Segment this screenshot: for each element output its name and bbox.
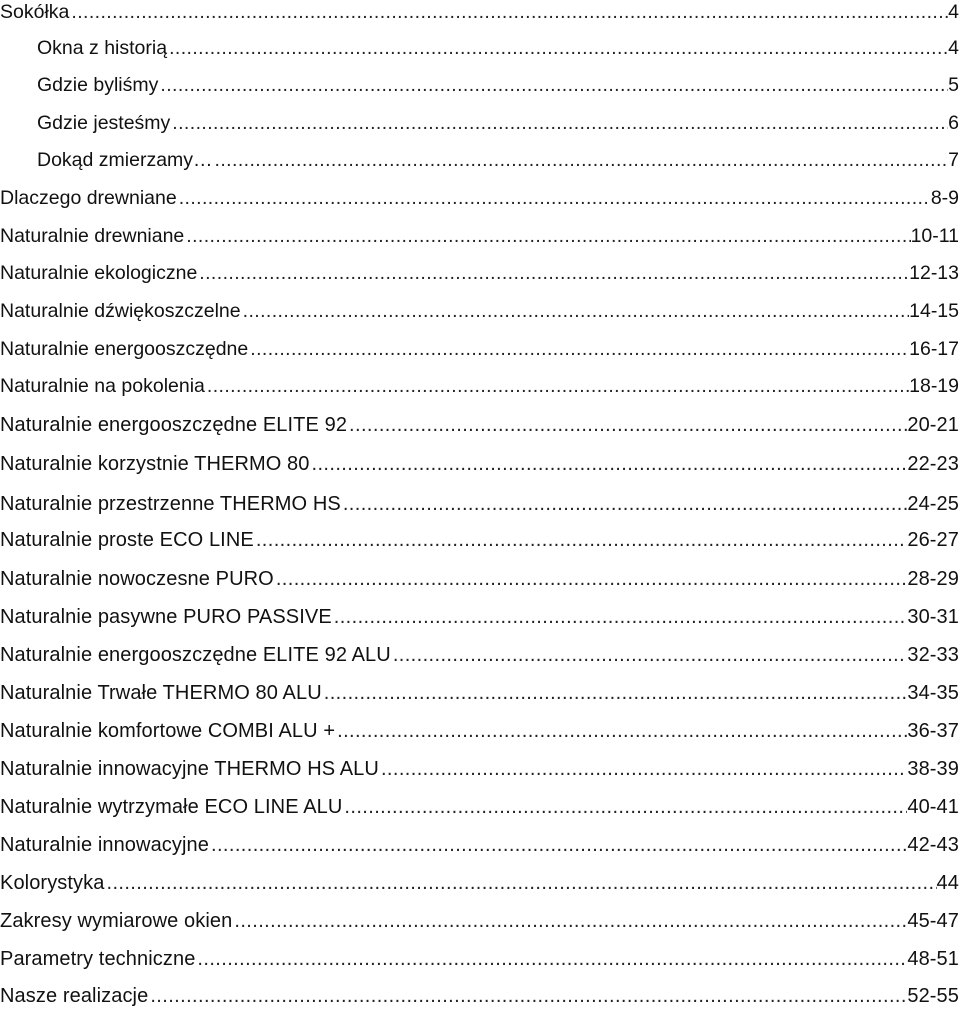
toc-entry-title: Naturalnie energooszczędne ELITE 92	[0, 414, 348, 436]
toc-entry-title: Naturalnie energooszczędne	[0, 338, 249, 360]
toc-entry-title: Naturalnie innowacyjne THERMO HS ALU	[0, 758, 379, 780]
toc-entry-page: 45-47	[907, 910, 959, 932]
toc-dot-leader	[167, 37, 948, 60]
toc-dot-leader	[274, 568, 908, 591]
toc-entry-title: Naturalnie na pokolenia	[0, 375, 205, 397]
toc-entry[interactable]	[0, 486, 960, 523]
toc-dot-leader	[184, 225, 910, 248]
toc-entry-title: Naturalnie przestrzenne THERMO HS	[0, 493, 341, 515]
toc-entry-title: Naturalnie innowacyjne	[0, 834, 209, 856]
toc-entry[interactable]	[0, 105, 960, 142]
toc-entry-page: 24-25	[907, 493, 959, 515]
toc-entry-title: Kolorystyka	[0, 872, 105, 894]
toc-dot-leader	[209, 834, 907, 857]
toc-entry[interactable]	[0, 218, 960, 255]
toc-entry-title: Naturalnie wytrzymałe ECO LINE ALU	[0, 796, 343, 818]
toc-dot-leader	[342, 796, 907, 819]
toc-entry-page: 8-9	[930, 187, 959, 209]
toc-entry-page: 40-41	[907, 796, 959, 818]
toc-entry-title: Gdzie byliśmy	[37, 74, 159, 96]
toc-entry-page: 36-37	[907, 720, 959, 742]
toc-entry-page: 4	[948, 1, 959, 23]
toc-entry[interactable]	[0, 331, 960, 368]
toc-entry-title: Naturalnie nowoczesne PURO	[0, 568, 274, 590]
toc-entry[interactable]	[0, 713, 960, 750]
toc-dot-leader	[195, 948, 907, 971]
toc-entry-page: 12-13	[909, 262, 959, 284]
toc-entry-title: Naturalnie komfortowe COMBI ALU +	[0, 720, 336, 742]
toc-entry[interactable]	[0, 865, 960, 902]
toc-entry[interactable]	[0, 180, 960, 217]
toc-entry-page: 38-39	[907, 758, 959, 780]
toc-entry[interactable]	[0, 407, 960, 444]
toc-entry-page: 44	[936, 872, 959, 894]
toc-entry-title: Naturalnie ekologiczne	[0, 262, 198, 284]
toc-entry-title: Naturalnie proste ECO LINE	[0, 529, 254, 551]
toc-entry-page: 48-51	[907, 948, 959, 970]
toc-entry-title: Parametry techniczne	[0, 948, 196, 970]
toc-entry[interactable]	[0, 561, 960, 598]
toc-entry-title: Naturalnie Trwałe THERMO 80 ALU	[0, 682, 322, 704]
toc-entry-page: 22-23	[907, 453, 959, 475]
toc-entry[interactable]	[0, 67, 960, 104]
toc-entry[interactable]	[0, 0, 960, 31]
toc-dot-leader	[347, 414, 907, 437]
toc-entry-page: 6	[948, 112, 959, 134]
toc-entry[interactable]	[0, 522, 960, 559]
toc-entry-title: Naturalnie drewniane	[0, 225, 185, 247]
toc-dot-leader	[170, 112, 948, 135]
toc-entry[interactable]	[0, 675, 960, 712]
toc-entry[interactable]	[0, 446, 960, 483]
toc-entry[interactable]	[0, 293, 960, 330]
toc-entry-page: 34-35	[907, 682, 959, 704]
toc-dot-leader	[335, 720, 907, 743]
toc-entry-title: Dokąd zmierzamy…	[37, 149, 213, 171]
toc-entry-page: 14-15	[909, 300, 959, 322]
toc-entry[interactable]	[0, 941, 960, 978]
toc-entry-page: 7	[948, 149, 959, 171]
toc-entry-page: 4	[948, 37, 959, 59]
toc-dot-leader	[379, 758, 907, 781]
toc-dot-leader	[197, 262, 909, 285]
toc-dot-leader	[213, 149, 949, 172]
toc-dot-leader	[310, 453, 908, 476]
toc-entry-title: Sokółka	[0, 1, 70, 23]
toc-entry-title: Dlaczego drewniane	[0, 187, 177, 209]
toc-dot-leader	[332, 606, 908, 629]
toc-dot-leader	[241, 300, 910, 323]
toc-entry-title: Okna z historią	[37, 37, 168, 59]
toc-entry-page: 52-55	[907, 985, 959, 1007]
toc-entry-title: Naturalnie energooszczędne ELITE 92 ALU	[0, 644, 391, 666]
toc-entry-page: 26-27	[907, 529, 959, 551]
toc-dot-leader	[248, 338, 909, 361]
toc-entry-page: 32-33	[907, 644, 959, 666]
toc-entry-page: 42-43	[907, 834, 959, 856]
toc-entry-title: Nasze realizacje	[0, 985, 149, 1007]
toc-entry-title: Naturalnie pasywne PURO PASSIVE	[0, 606, 332, 628]
toc-dot-leader	[205, 375, 909, 398]
toc-entry-page: 16-17	[909, 338, 959, 360]
toc-entry-title: Zakresy wymiarowe okien	[0, 910, 233, 932]
toc-entry-title: Naturalnie dźwiękoszczelne	[0, 300, 241, 322]
toc-entry-page: 10-11	[910, 225, 959, 247]
toc-dot-leader	[104, 872, 936, 895]
toc-entry-title: Naturalnie korzystnie THERMO 80	[0, 453, 310, 475]
toc-dot-leader	[232, 910, 907, 933]
toc-entry[interactable]	[0, 751, 960, 788]
toc-entry[interactable]	[0, 142, 960, 179]
toc-entry[interactable]	[0, 637, 960, 674]
toc-entry-page: 18-19	[909, 375, 959, 397]
toc-dot-leader	[322, 682, 908, 705]
toc-entry[interactable]	[0, 789, 960, 826]
toc-entry-page: 20-21	[907, 414, 959, 436]
toc-dot-leader	[254, 529, 908, 552]
toc-entry-page: 28-29	[907, 568, 959, 590]
toc-entry[interactable]	[0, 30, 960, 67]
toc-entry[interactable]	[0, 978, 960, 1015]
toc-entry-title: Gdzie jesteśmy	[37, 112, 171, 134]
toc-dot-leader	[391, 644, 908, 667]
toc-dot-leader	[177, 187, 931, 210]
toc-dot-leader	[148, 985, 907, 1008]
toc-entry[interactable]	[0, 255, 960, 292]
toc-entry[interactable]	[0, 368, 960, 405]
toc-entry-page: 30-31	[907, 606, 959, 628]
toc-entry[interactable]	[0, 903, 960, 940]
toc-dot-leader	[69, 1, 948, 24]
toc-entry-page: 5	[948, 74, 959, 96]
toc-dot-leader	[341, 493, 908, 516]
toc-entry[interactable]	[0, 827, 960, 864]
toc-entry[interactable]	[0, 599, 960, 636]
toc-dot-leader	[158, 74, 948, 97]
